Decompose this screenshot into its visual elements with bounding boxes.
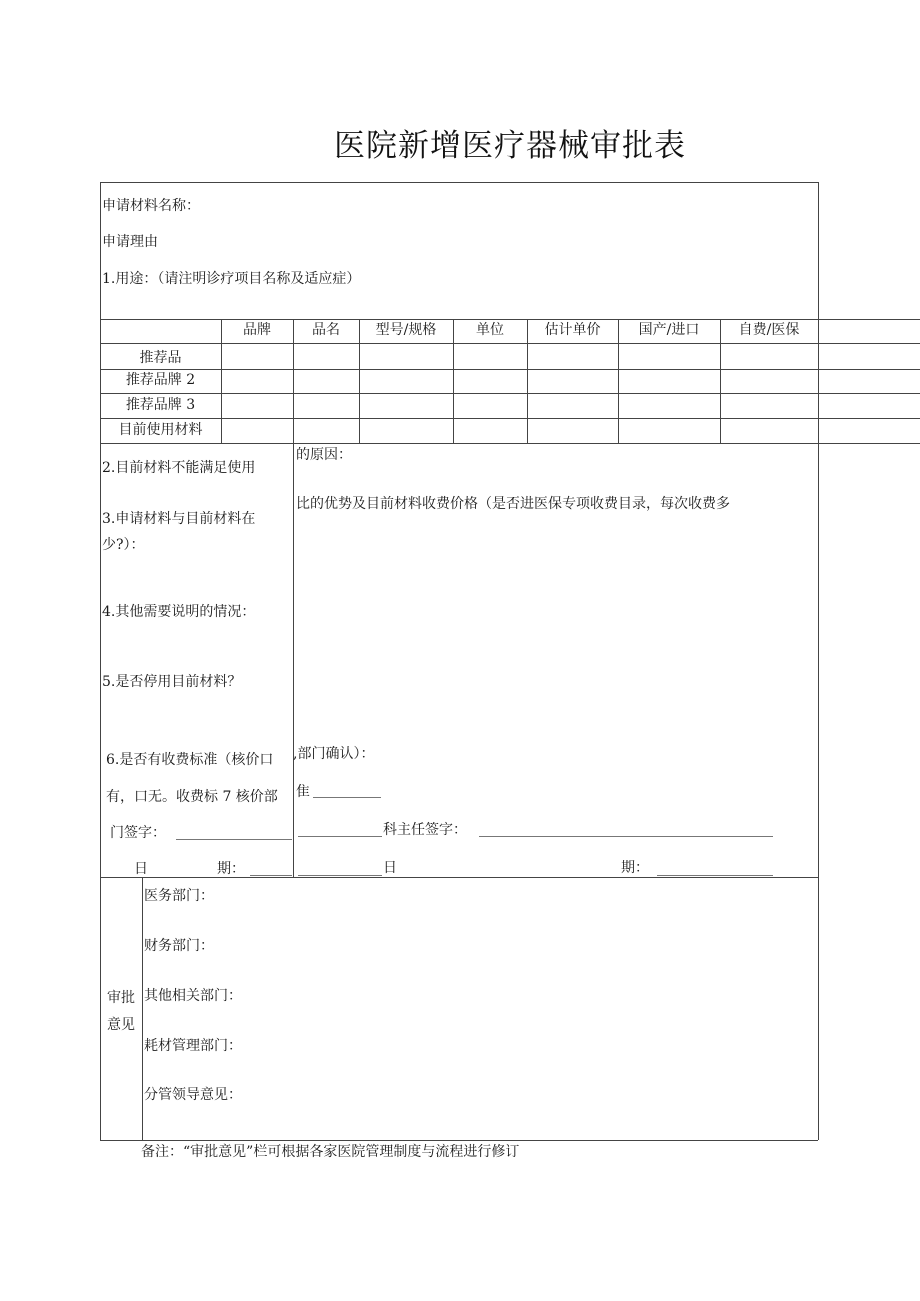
table-line — [100, 418, 920, 419]
table-line — [100, 393, 920, 394]
approval-leader-opinion: 分管领导意见： — [144, 1087, 242, 1103]
outer-border-right — [818, 182, 819, 1140]
approval-other-depts: 其他相关部门： — [144, 988, 242, 1004]
table-line — [100, 343, 920, 344]
date-left-day: 日 — [134, 861, 148, 877]
approval-label-line2: 意见 — [107, 1017, 135, 1033]
column-header-model-spec: 型号/规格 — [375, 322, 437, 338]
table-line — [100, 443, 920, 444]
table-line — [100, 319, 920, 320]
row-label-current-material: 目前使用材料 — [118, 422, 203, 438]
reason-label: 申请理由 — [102, 234, 158, 250]
column-header-unit: 单位 — [476, 322, 504, 338]
outer-border-top — [100, 182, 818, 183]
date-left-label: 期： — [217, 861, 245, 877]
page-title: 医院新增医疗器械审批表 — [334, 128, 686, 164]
q6-line3-right: 科主任签字： — [383, 822, 467, 838]
approval-finance-dept: 财务部门： — [144, 938, 214, 954]
q3-left-line1: 3.申请材料与目前材料在 — [102, 511, 256, 527]
pricing-dept-signature-line[interactable] — [176, 839, 292, 840]
approval-divider — [142, 877, 143, 1140]
row-label-recommended: 推荐品 — [139, 350, 182, 366]
q2-right: 的原因： — [296, 447, 352, 463]
q6-line2-right: 隹 — [296, 784, 310, 800]
approval-consumables-dept: 耗材管理部门： — [144, 1038, 242, 1054]
approval-section-label — [101, 985, 141, 1039]
date-right-line-b[interactable] — [657, 875, 773, 876]
q6-line3: 门签字： — [110, 825, 166, 841]
usage-label: 1.用途：（请注明诊疗项目名称及适应症） — [102, 271, 361, 287]
approval-label-line1: 审批 — [107, 990, 135, 1006]
footnote: 备注：“审批意见”栏可根据各家医院管理制度与流程进行修订 — [141, 1144, 520, 1160]
approval-medical-dept: 医务部门： — [144, 888, 214, 904]
table-line — [100, 369, 920, 370]
column-header-domestic-import: 国产/进口 — [638, 322, 700, 338]
row-label-recommended-brand-2: 推荐品牌 2 — [125, 372, 196, 388]
middle-divider — [293, 443, 294, 877]
q3-left-line2: 少?）： — [102, 537, 145, 553]
date-left-line[interactable] — [250, 875, 292, 876]
q3-right: 比的优势及目前材料收费价格（是否进医保专项收费目录，每次收费多 — [296, 496, 730, 512]
column-header-payment-type: 自费/医保 — [738, 322, 800, 338]
approval-top-border — [100, 877, 818, 878]
director-signature-line[interactable] — [479, 836, 773, 837]
outer-border-bottom — [100, 1140, 818, 1141]
q5: 5.是否停用目前材料？ — [102, 674, 242, 690]
q6-line1-right: ,部门确认）： — [293, 746, 375, 762]
column-header-brand: 品牌 — [243, 322, 271, 338]
material-name-label: 申请材料名称： — [102, 198, 200, 214]
column-header-estimated-price: 估计单价 — [544, 322, 601, 338]
date-right-line-a[interactable] — [298, 875, 382, 876]
q2-left: 2.目前材料不能满足使用 — [102, 460, 256, 476]
date-right-label: 期： — [621, 860, 649, 876]
q4: 4.其他需要说明的情况： — [102, 604, 256, 620]
signature-line[interactable] — [298, 836, 382, 837]
q6-line1: 6.是否有收费标准（核价口 — [106, 752, 274, 768]
column-header-product-name: 品名 — [312, 322, 340, 338]
row-label-recommended-brand-3: 推荐品牌 3 — [125, 397, 196, 413]
q6-line2: 有，口无。收费标 7 核价部 — [106, 789, 278, 805]
date-right-day: 日 — [383, 860, 397, 876]
signature-line[interactable] — [313, 797, 381, 798]
